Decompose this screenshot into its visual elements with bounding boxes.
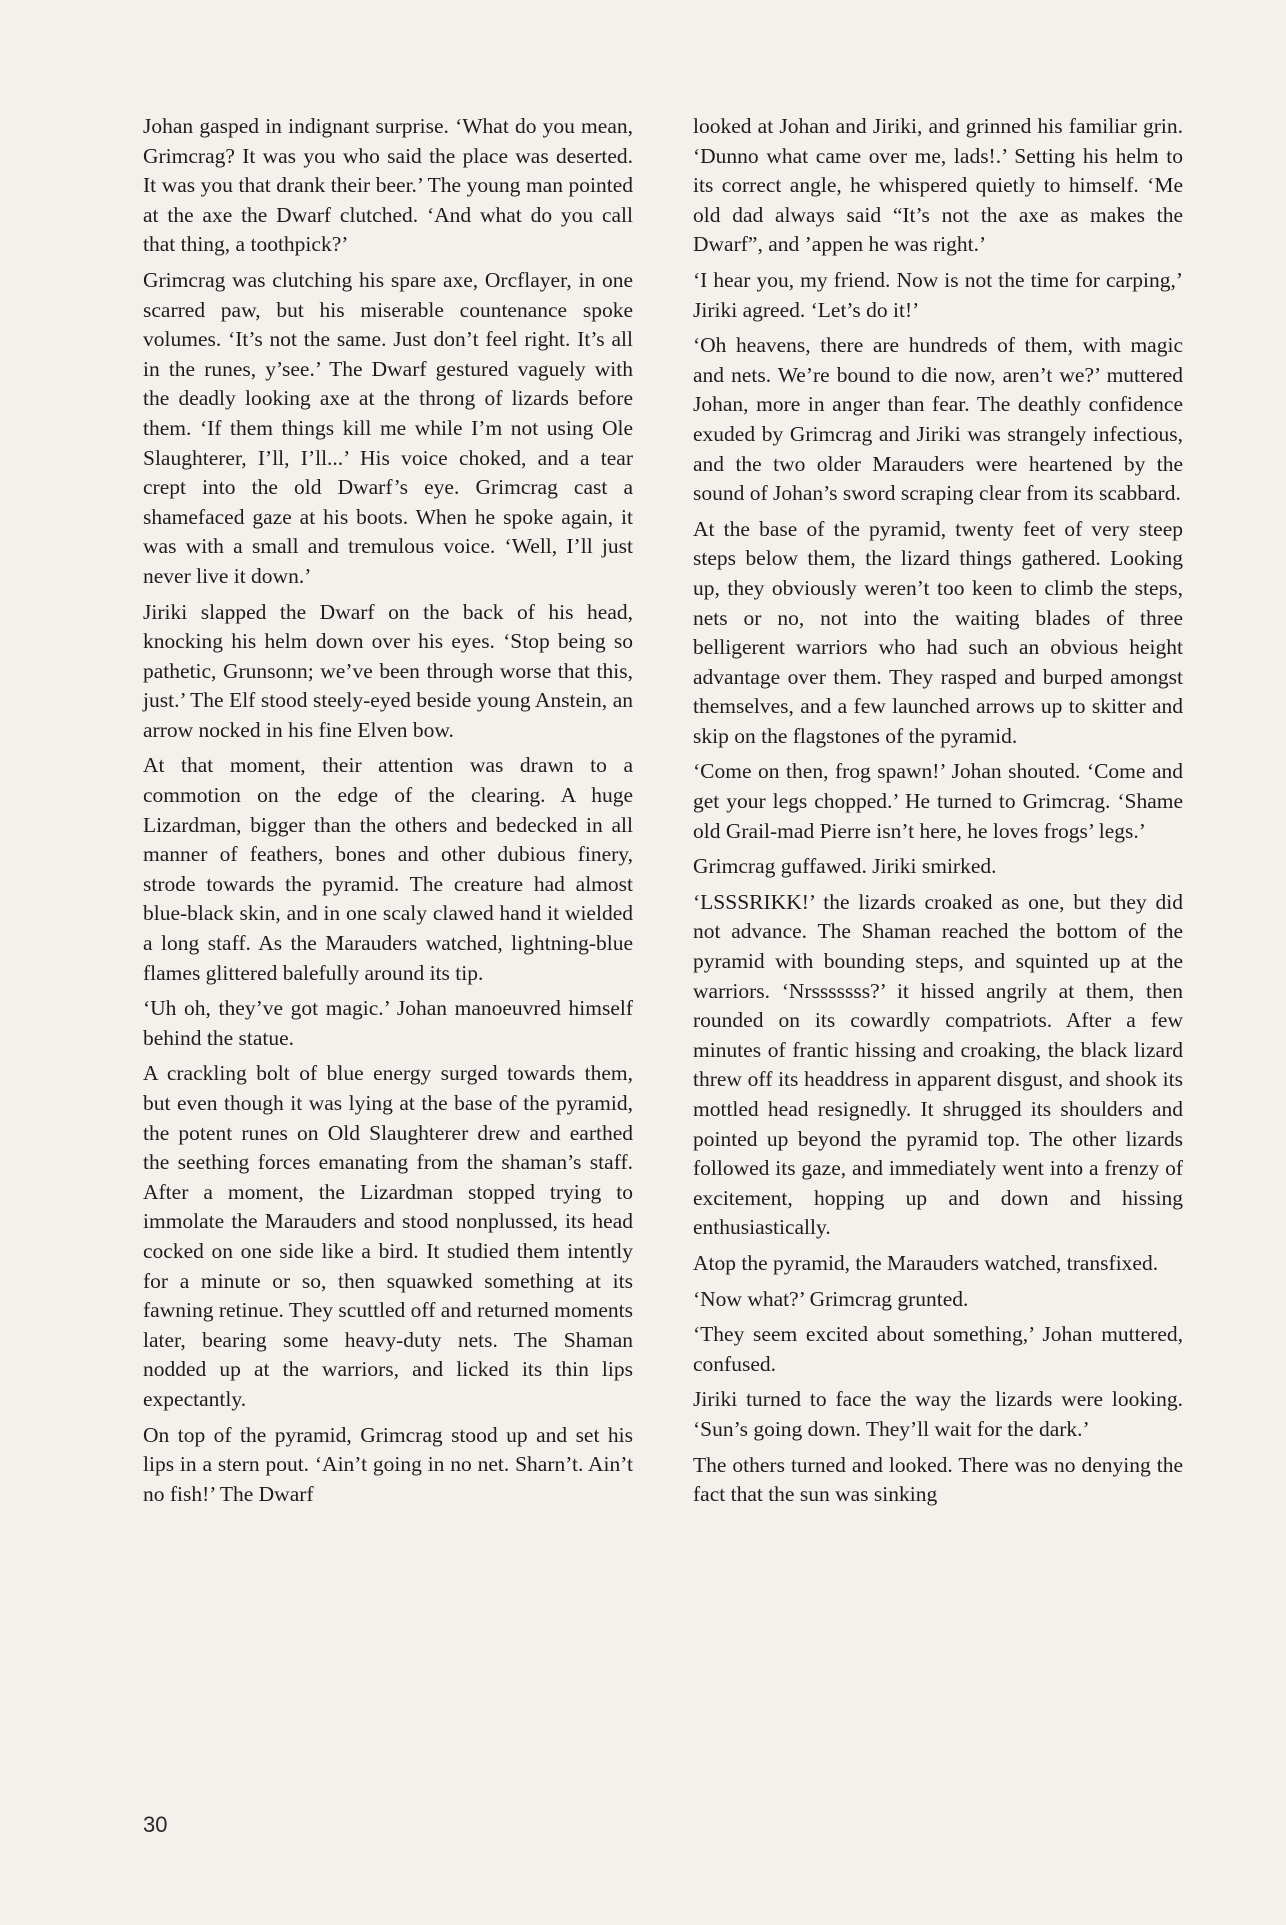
paragraph: On top of the pyramid, Grimcrag stood up and set his lips in a stern pout. ‘Ain’t going in no net. Sharn’t. Ain’t no fish!’ The Dwarf: [143, 1422, 633, 1506]
page-number: 30: [143, 1812, 168, 1837]
paragraph: ‘Oh heavens, there are hundreds of them, with magic and nets. We’re bound to die now, aren’t we?’ muttered Johan, more in anger than fear. The deathly confidence exuded by Grimcrag and Jiriki was strangely infectious, and the two older Marauders were heartened by the sound of Johan’s sword scraping clear from its scabbard.: [693, 333, 1183, 506]
paragraph: Atop the pyramid, the Marauders watched, transfixed.: [693, 1250, 1159, 1275]
paragraph: looked at Johan and Jiriki, and grinned his familiar grin. ‘Dunno what came over me, lads!.’ Setting his helm to its correct angle, he whispered quietly to himself. ‘Me old dad always said “It’s not the axe as makes the Dwarf”, and ’appen he was right.’: [693, 114, 1183, 257]
paragraph: ‘LSSSRIKK!’ the lizards croaked as one, but they did not advance. The Shaman reached the bottom of the pyramid with bounding steps, and squinted up at the warriors. ‘Nrsssssss?’ it hissed angrily at them, then rounded on its cowardly compatriots. After a few minutes of frantic hissing and croaking, the black lizard threw off its headdress in apparent disgust, and shook its mottled head resignedly. It shrugged its shoulders and pointed up beyond the pyramid top. The other lizards followed its gaze, and immediately went into a frenzy of excitement, hopping up and down and hissing enthusiastically.: [693, 889, 1183, 1240]
left-column: [143, 112, 633, 1515]
paragraph: ‘Come on then, frog spawn!’ Johan shouted. ‘Come and get your legs chopped.’ He turned to Grimcrag. ‘Shame old Grail-mad Pierre isn’t here, he loves frogs’ legs.’: [693, 759, 1183, 843]
paragraph: Jiriki slapped the Dwarf on the back of his head, knocking his helm down over his eyes. ‘Stop being so pathetic, Grunsonn; we’ve been through worse that this, just.’ The Elf stood steely-eyed beside young Anstein, an arrow nocked in his fine Elven bow.: [143, 599, 633, 742]
paragraph: Grimcrag was clutching his spare axe, Orcflayer, in one scarred paw, but his miserable countenance spoke volumes. ‘It’s not the same. Just don’t feel right. It’s all in the runes, y’see.’ The Dwarf gestured vaguely with the deadly looking axe at the throng of lizards before them. ‘If them things kill me while I’m not using Ole Slaughterer, I’ll, I’ll...’ His voice choked, and a tear crept into the old Dwarf’s eye. Grimcrag cast a shamefaced gaze at his boots. When he spoke again, it was with a small and tremulous voice. ‘Well, I’ll just never live it down.’: [143, 267, 633, 588]
paragraph: A crackling bolt of blue energy surged towards them, but even though it was lying at the base of the pyramid, the potent runes on Old Slaughterer drew and earthed the seething forces emanating from the shaman’s staff. After a moment, the Lizardman stopped trying to immolate the Marauders and stood nonplussed, its head cocked on one side like a bird. It studied them intently for a minute or so, then squawked something at its fawning retinue. They scuttled off and returned moments later, bearing some heavy-duty nets. The Shaman nodded up at the warriors, and licked its thin lips expectantly.: [143, 1061, 633, 1411]
paragraph: ‘They seem excited about something,’ Johan muttered, confused.: [693, 1322, 1183, 1376]
right-column: [693, 112, 1183, 1516]
paragraph: At that moment, their attention was drawn to a commotion on the edge of the clearing. A huge Lizardman, bigger than the others and bedecked in all manner of feathers, bones and other dubious finery, strode towards the pyramid. The creature had almost blue-black skin, and in one scaly clawed hand it wielded a long staff. As the Marauders watched, lightning-blue flames glittered balefully around its tip.: [143, 753, 633, 985]
paragraph: Grimcrag guffawed. Jiriki smirked.: [693, 854, 997, 879]
paragraph: Jiriki turned to face the way the lizards were looking. ‘Sun’s going down. They’ll wait for the dark.’: [693, 1387, 1183, 1441]
paragraph: At the base of the pyramid, twenty feet of very steep steps below them, the lizard things gathered. Looking up, they obviously weren’t too keen to climb the steps, nets or no, not into the waiting blades of three belligerent warriors who had such an obvious height advantage over them. They rasped and burped amongst themselves, and a few launched arrows up to skitter and skip on the flagstones of the pyramid.: [693, 516, 1183, 748]
paragraph: ‘Uh oh, they’ve got magic.’ Johan manoeuvred himself behind the statue.: [143, 996, 633, 1050]
paragraph: The others turned and looked. There was no denying the fact that the sun was sinking: [693, 1452, 1183, 1507]
paragraph: ‘Now what?’ Grimcrag grunted.: [693, 1286, 969, 1311]
paragraph: ‘I hear you, my friend. Now is not the time for carping,’ Jiriki agreed. ‘Let’s do it!’: [693, 267, 1183, 322]
paragraph: Johan gasped in indignant surprise. ‘What do you mean, Grimcrag? It was you who said the place was deserted. It was you that drank their beer.’ The young man pointed at the axe the Dwarf clutched. ‘And what do you call that thing, a toothpick?’: [143, 114, 633, 257]
